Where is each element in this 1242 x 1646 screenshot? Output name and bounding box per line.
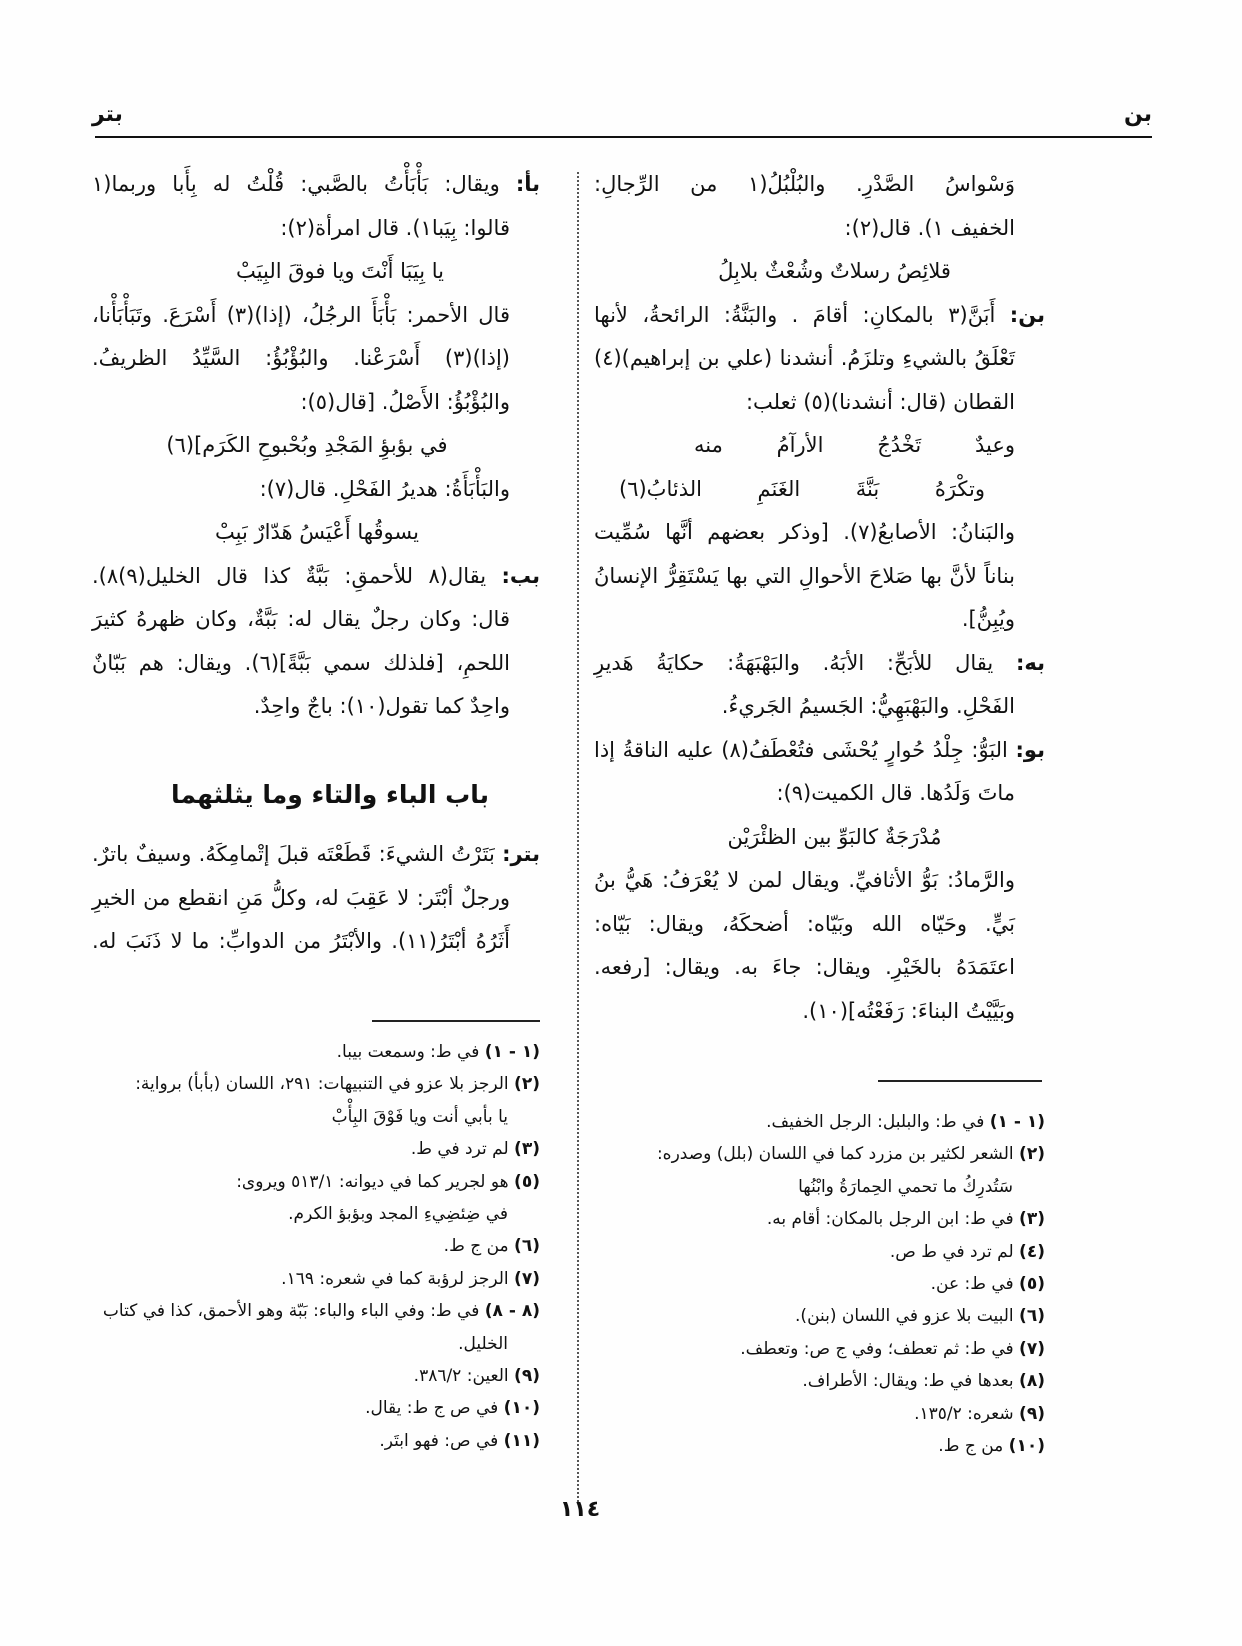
footnote-text: في ط: وفي الباء والباء: بَبّة وهو الأحمق، كذا في كتاب xyxy=(102,1301,480,1322)
footnote-number: (١ - ١) xyxy=(989,1112,1045,1132)
right-footnotes xyxy=(594,1106,1045,1462)
footnote xyxy=(92,1036,540,1068)
right-column-body xyxy=(594,163,1045,1033)
entry-line xyxy=(594,642,1045,686)
footnote-number: (١٠) xyxy=(1008,1435,1045,1456)
body-line: تَعْلَقُ بالشيءِ وتلزَمُ. أنشدنا (علي بن إبراهيم)(٤) xyxy=(594,346,1015,370)
footnote-text: في ط: ثم تعطف؛ وفي ج ص: وتعطف. xyxy=(740,1338,1014,1359)
footnote xyxy=(92,1230,540,1262)
body-line: ويُبِنُّ]. xyxy=(961,607,1015,631)
body-line: قال الأحمر: بَأْبَأَ الرجُلُ، (إذا)(٣) أَسْرَعَ. وتَبَأْبَأْنا، xyxy=(92,302,510,327)
footnote-text: بعدها في ط: ويقال: الأطراف. xyxy=(802,1371,1014,1392)
body-line: قال: وكان رجلٌ يقال له: بَبَّةٌ، وكان ظهرهُ كثيرَ xyxy=(92,607,510,631)
entry-text: يقال(٨ للأحمقِ: بَبَّةٌ كذا قال الخليل(٩)٨). xyxy=(92,563,487,588)
footnote-number: (٨) xyxy=(1019,1371,1045,1392)
footnote xyxy=(92,1166,540,1198)
footnote-text: من ج ط. xyxy=(938,1435,1004,1456)
running-header-right: بن xyxy=(1123,102,1152,127)
verse-line: مُدْرَجَةٌ كالبَوِّ بين الظئْرَيْن xyxy=(727,824,942,849)
footnote-continuation: يا بأبي أنت ويا فَوْقَ البِأْبْ xyxy=(331,1106,508,1127)
footnote-text: العين: ٣٨٦/٢. xyxy=(413,1365,509,1386)
left-column-body xyxy=(92,163,541,729)
footnote-text: في ص ج ط: يقال. xyxy=(365,1398,499,1419)
footnote-number: (٦) xyxy=(1019,1306,1045,1327)
running-header-left: بتر xyxy=(92,102,123,127)
footnote-number: (٢) xyxy=(514,1074,540,1095)
footnote-text: في ط: والبلبل: الرجل الخفيف. xyxy=(766,1112,985,1132)
footnote-number: (٩) xyxy=(1019,1403,1045,1424)
entry-line xyxy=(92,833,540,877)
verse-line: يسوقُها أَعْيَسُ هَدّارٌ بَبِبْ xyxy=(215,520,419,544)
footnote-text: في ط: ابن الرجل بالمكان: أقام به. xyxy=(766,1209,1014,1230)
headword: بو: xyxy=(1015,737,1045,762)
footnote xyxy=(594,1300,1045,1332)
footnote-text: الرجز لرؤبة كما في شعره: ١٦٩. xyxy=(281,1268,509,1289)
footnote-number: (٧) xyxy=(514,1268,540,1289)
body-line: بناناً لأنَّ بها صَلاحَ الأحوالِ التي بها يَسْتَقِرُّ الإنسانُ xyxy=(594,563,1015,588)
verse-line: يا بِيَبَا أَنْتَ ويا فوقَ البِيَبْ xyxy=(236,259,444,283)
footnote xyxy=(92,1133,540,1165)
headword: بن: xyxy=(1009,302,1045,327)
body-line: والرَّمادُ: بَوُّ الأثافيِّ. ويقال لمن لا يُعْرَفُ: هَيُّ بنُ xyxy=(594,868,1015,892)
footnote-text: الرجز بلا عزو في التنبيهات: ٢٩١، اللسان (بأبأ) برواية: xyxy=(135,1074,509,1095)
body-line: اللحمِ، [فلذلك سمي بَبَّةً](٦). ويقال: هم بَبّانٌ xyxy=(92,650,510,675)
section-heading: باب الباء والتاء وما يثلثهما xyxy=(171,780,489,809)
footnote xyxy=(594,1236,1045,1268)
footnote xyxy=(594,1268,1045,1300)
headword: بتر: xyxy=(502,842,540,866)
footnote xyxy=(594,1333,1045,1365)
footnote xyxy=(92,1263,540,1295)
body-line: أَثَرُهُ أبْتَرُ(١١). والأبْتَرُ من الدوابِّ: ما لا ذَنَبَ له. xyxy=(92,929,510,953)
footnote-number: (٦) xyxy=(514,1236,540,1257)
footnote-number: (١ - ١) xyxy=(484,1042,540,1062)
footnote xyxy=(594,1203,1045,1235)
entry-text: ويقال: بَأْبَأْتُ بالصَّبي: قُلْتُ له بِأَبا وربما(١ xyxy=(92,172,500,196)
footnote-text: هو لجرير كما في ديوانه: ٥١٣/١ ويروى: xyxy=(236,1171,509,1192)
footnote xyxy=(92,1392,540,1424)
header-rule xyxy=(95,136,1152,138)
entry-line xyxy=(594,729,1045,773)
headword: به: xyxy=(1015,650,1045,675)
body-line: (إذا)(٣) أَسْرَعْنا. والبُؤْبُؤُ: السَّيِّدُ الظريفُ. xyxy=(92,346,510,370)
footnote-number: (٥) xyxy=(1019,1273,1045,1294)
footnote-text: شعره: ١٣٥/٢. xyxy=(914,1403,1014,1424)
entry-line xyxy=(594,294,1045,338)
body-line: الخفيف ١). قال(٢): xyxy=(844,215,1015,240)
page-number: ١١٤ xyxy=(559,1497,601,1522)
body-line: والبَأْبَأَةُ: هديرُ الفَحْلِ. قال(٧): xyxy=(259,476,510,501)
footnote-number: (٣) xyxy=(1019,1209,1045,1230)
footnote-number: (٣) xyxy=(514,1139,540,1160)
footnote xyxy=(92,1068,540,1100)
body-line: الفَحْلِ. والبَهْبَهِيُّ: الجَسيمُ الجَريءُ. xyxy=(721,694,1015,718)
left-footnotes xyxy=(92,1036,540,1457)
footnote-rule xyxy=(878,1080,1042,1082)
footnote-rule xyxy=(372,1020,540,1022)
footnote-number: (٤) xyxy=(1019,1241,1045,1262)
footnote-text: لم ترد في ط. xyxy=(410,1139,509,1160)
verse-line: قلائِصُ رسلاتٌ وشُعْثٌ بلابِلُ xyxy=(718,259,951,283)
body-line: وبَيَّيْتُ البناءَ: رَفَعْتُه](١٠). xyxy=(802,998,1015,1023)
footnote xyxy=(594,1365,1045,1397)
footnote-text: في ط: وسمعت بيبا. xyxy=(336,1042,480,1062)
footnote-number: (٢) xyxy=(1019,1144,1045,1165)
verse-line: في بؤبؤِ المَجْدِ وبُحْبوحِ الكَرَم](٦) xyxy=(166,433,448,457)
body-line: وَسْواسُ الصَّدْرِ. والبُلْبُلُ(١ من الرِّجالِ: xyxy=(594,172,1015,196)
footnote-number: (٧) xyxy=(1019,1338,1045,1359)
body-line: اعتَمَدَهُ بالخَيْرِ. ويقال: جاءَ به. ويقال: [رفعه. xyxy=(594,955,1015,979)
footnote xyxy=(92,1360,540,1392)
footnote-text: الشعر لكثير بن مزرد كما في اللسان (بلل) وصدره: xyxy=(656,1144,1014,1165)
body-line: والبُؤْبُؤُ: الأَصْلُ. [قال(٥): xyxy=(300,389,510,414)
column-divider xyxy=(577,172,579,1502)
footnote xyxy=(92,1425,540,1457)
footnote xyxy=(594,1138,1045,1170)
footnote-text: لم ترد في ط ص. xyxy=(889,1241,1014,1262)
body-line: بَيٍّ. وحَيّاه الله وبَيّاه: أضحكَهُ، ويقال: بَيّاه: xyxy=(594,911,1015,936)
footnote-text: من ج ط. xyxy=(443,1236,509,1257)
footnote xyxy=(594,1430,1045,1462)
entry-text: يقال للأبَحِّ: الأبَهُ. والبَهْبَهَةُ: حكايَةُ هَديرِ xyxy=(594,650,994,675)
footnote-continuation: سَتُدرِكُ ما تحمي الحِمارَةُ وابْنُها xyxy=(798,1176,1013,1197)
footnote-number: (١٠) xyxy=(503,1398,540,1419)
footnote-continuation: في ضِئضِيءِ المجد وبؤبؤ الكرم. xyxy=(288,1203,508,1224)
footnote-number: (٩) xyxy=(514,1365,540,1386)
footnote-number: (٨ - ٨) xyxy=(484,1301,540,1322)
footnote-continuation: الخليل. xyxy=(458,1333,508,1354)
body-line: والبَنانُ: الأصابعُ(٧). [وذكر بعضهم أنَّها سُمِّيت xyxy=(594,520,1016,544)
footnote-text: البيت بلا عزو في اللسان (بنن). xyxy=(795,1306,1014,1327)
left-column-section-body xyxy=(92,833,540,964)
footnote xyxy=(92,1295,540,1327)
body-line: واحِدٌ كما تقول(١٠): باجٌ واحِدٌ. xyxy=(253,694,510,718)
entry-text: البَوُّ: جِلْدُ حُوارٍ يُحْشَى فتُعْطَفُ(٨) عليه الناقةُ إذا xyxy=(594,737,1008,762)
body-line: قالوا: بِيَبا١). قال امرأة(٢): xyxy=(280,215,510,240)
footnote xyxy=(594,1106,1045,1138)
body-line: ماتَ وَلَدُها. قال الكميت(٩): xyxy=(776,781,1015,805)
footnote-text: في ط: عن. xyxy=(930,1273,1014,1294)
footnote-number: (١١) xyxy=(503,1430,540,1451)
body-line: ورجلٌ أبْتَر: لا عَقِبَ له، وكلُّ مَنِ انقطع من الخيرِ xyxy=(92,885,510,910)
footnote xyxy=(594,1398,1045,1430)
headword: بأ: xyxy=(515,172,541,196)
verse-line: وتكْرَهُ بَنَّةَ الغَنَمِ الذئابُ(٦) xyxy=(619,476,985,501)
entry-line xyxy=(92,555,540,599)
entry-line xyxy=(92,163,540,207)
footnote-text: في ص: فهو ابتَر. xyxy=(379,1430,499,1451)
body-line: القطان (قال: أنشدنا)(٥) ثعلب: xyxy=(745,389,1015,414)
verse-line: وعيدٌ تَخْدُجُ الأرآمُ منه xyxy=(694,433,1015,457)
entry-text: بَتَرْتُ الشيءَ: قَطَعْتَه قبلَ إتْمامِكَهُ. وسيفٌ باترٌ. xyxy=(92,842,495,866)
entry-text: أَبَنَّ(٣ بالمكانِ: أقامَ . والبَنَّةُ: الرائحةُ، لأنها xyxy=(594,302,996,327)
headword: بب: xyxy=(501,563,540,588)
footnote-number: (٥) xyxy=(514,1171,540,1192)
